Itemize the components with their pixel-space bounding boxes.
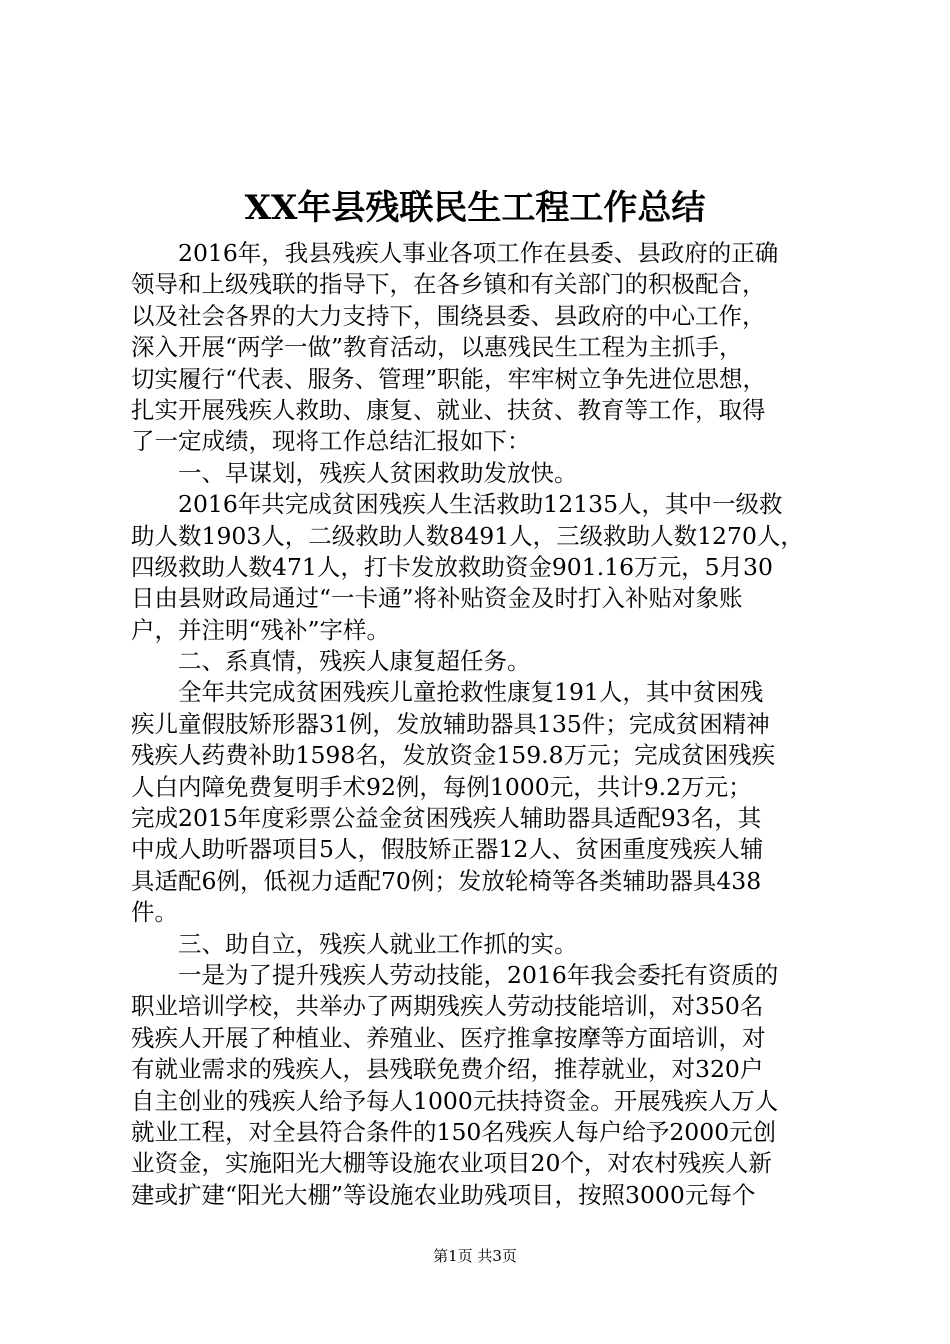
text-line: 扎实开展残疾人救助、康复、就业、扶贫、教育等工作，取得 <box>131 395 766 424</box>
text-line: 有就业需求的残疾人，县残联免费介绍，推荐就业，对320户 <box>131 1055 764 1084</box>
text-line: 自主创业的残疾人给予每人1000元扶持资金。开展残疾人万人 <box>131 1086 779 1115</box>
document-title: XX年县残联民生工程工作总结 <box>244 188 706 228</box>
text-line: 三、助自立，残疾人就业工作抓的实。 <box>178 929 578 958</box>
text-line: 一是为了提升残疾人劳动技能，2016年我会委托有资质的 <box>178 960 779 989</box>
text-line: 中成人助听器项目5人，假肢矫正器12人、贫困重度残疾人辅 <box>131 835 764 864</box>
text-line: 一、早谋划，残疾人贫困救助发放快。 <box>178 458 578 487</box>
text-line: 以及社会各界的大力支持下，围绕县委、县政府的中心工作， <box>131 301 766 330</box>
text-line: 四级救助人数471人，打卡发放救助资金901.16万元，5月30 <box>131 552 773 581</box>
text-line: 疾儿童假肢矫形器31例，发放辅助器具135件；完成贫困精神 <box>131 709 770 738</box>
text-line: 切实履行“代表、服务、管理”职能，牢牢树立争先进位思想， <box>131 364 767 393</box>
text-line: 领导和上级残联的指导下，在各乡镇和有关部门的积极配合， <box>131 270 766 299</box>
document-body <box>131 238 831 1211</box>
text-line: 助人数1903人，二级救助人数8491人，三级救助人数1270人， <box>131 521 804 550</box>
text-line: 深入开展“两学一做”教育活动，以惠残民生工程为主抓手， <box>131 333 743 362</box>
page-footer: 第1页 共3页 <box>433 1247 517 1265</box>
text-line: 2016年共完成贫困残疾人生活救助12135人，其中一级救 <box>178 490 783 519</box>
text-line: 建或扩建“阳光大棚”等设施农业助残项目，按照3000元每个 <box>131 1180 756 1209</box>
text-line: 职业培训学校，共举办了两期残疾人劳动技能培训，对350名 <box>131 992 764 1021</box>
text-line: 业资金，实施阳光大棚等设施农业项目20个，对农村残疾人新 <box>131 1149 772 1178</box>
text-line: 日由县财政局通过“一卡通”将补贴资金及时打入补贴对象账 <box>131 584 743 613</box>
text-line: 具适配6例，低视力适配70例；发放轮椅等各类辅助器具438 <box>131 866 762 895</box>
text-line: 件。 <box>131 898 178 927</box>
text-line: 全年共完成贫困残疾儿童抢救性康复191人，其中贫困残 <box>178 678 764 707</box>
text-line: 就业工程，对全县符合条件的150名残疾人每户给予2000元创 <box>131 1117 777 1146</box>
text-line: 户，并注明“残补”字样。 <box>131 615 391 644</box>
text-line: 了一定成绩，现将工作总结汇报如下： <box>131 427 531 456</box>
text-line: 2016年，我县残疾人事业各项工作在县委、县政府的正确 <box>178 239 779 267</box>
text-line: 人白内障免费复明手术92例，每例1000元，共计9.2万元； <box>131 772 752 801</box>
text-line: 残疾人药费补助1598名，发放资金159.8万元；完成贫困残疾 <box>131 741 776 770</box>
text-line: 完成2015年度彩票公益金贫困残疾人辅助器具适配93名，其 <box>131 804 762 833</box>
text-line: 残疾人开展了种植业、养殖业、医疗推拿按摩等方面培训，对 <box>131 1023 766 1052</box>
text-line: 二、系真情，残疾人康复超任务。 <box>178 647 531 676</box>
